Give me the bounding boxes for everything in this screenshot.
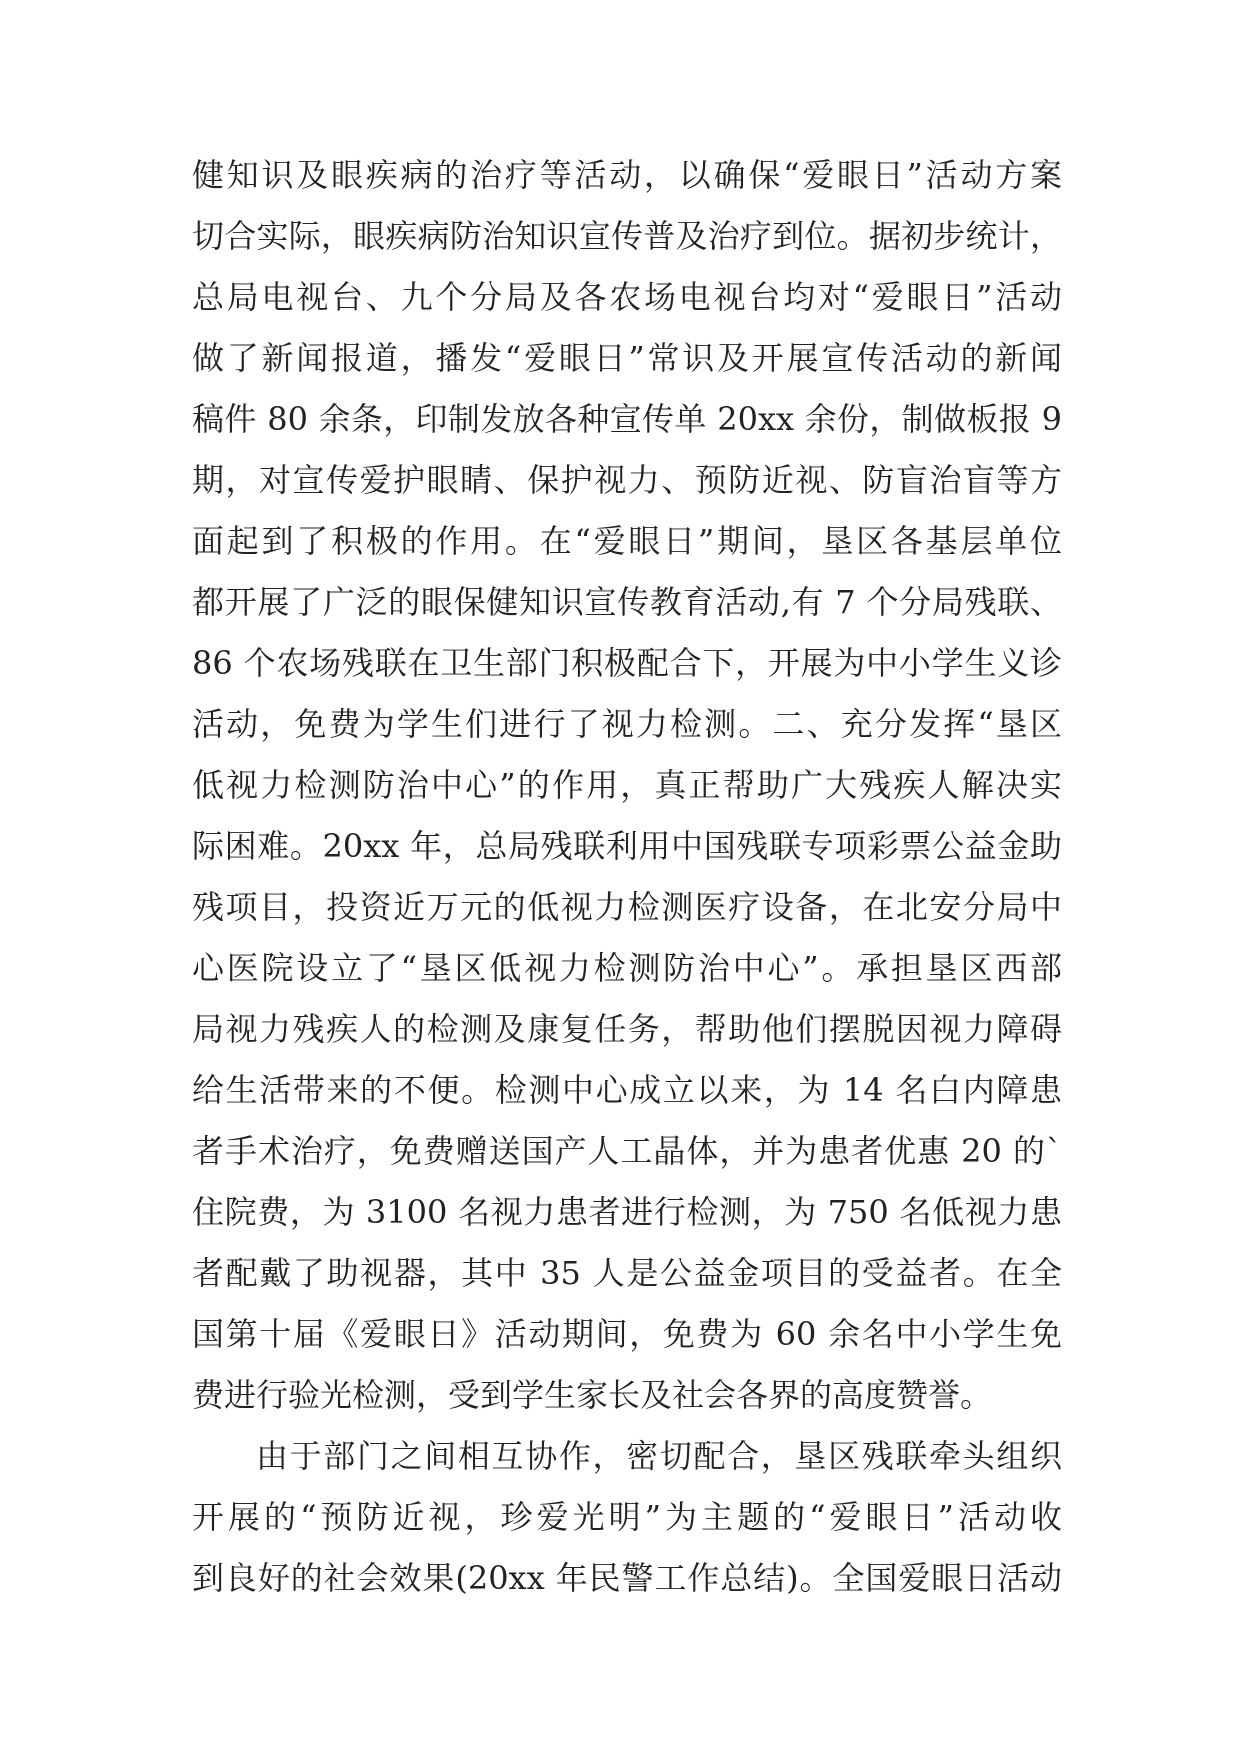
text-line: 切合实际，眼疾病防治知识宣传普及治疗到位。据初步统计， [192,217,1062,255]
text-line: 住院费，为 3100 名视力患者进行检测，为 750 名低视力患 [192,1193,1062,1231]
text-line: 残项目，投资近万元的低视力检测医疗设备，在北安分局中 [192,888,1062,926]
paragraph-first-line: 由于部门之间相互协作，密切配合，垦区残联牵头组织 [256,1437,1062,1475]
text-line: 面起到了积极的作用。在“爱眼日”期间，垦区各基层单位 [192,522,1062,560]
text-line: 健知识及眼疾病的治疗等活动，以确保“爱眼日”活动方案 [192,156,1062,194]
text-line: 心医院设立了“垦区低视力检测防治中心”。承担垦区西部 [192,949,1062,987]
text-line: 低视力检测防治中心”的作用，真正帮助广大残疾人解决实 [192,766,1062,804]
text-line: 到良好的社会效果(20xx 年民警工作总结)。全国爱眼日活动 [192,1559,1062,1597]
text-line: 都开展了广泛的眼保健知识宣传教育活动,有 7 个分局残联、 [192,583,1062,621]
text-line: 者手术治疗，免费赠送国产人工晶体，并为患者优惠 20 的` [192,1132,1062,1170]
text-line: 总局电视台、九个分局及各农场电视台均对“爱眼日”活动 [192,278,1062,316]
text-line: 局视力残疾人的检测及康复任务，帮助他们摆脱因视力障碍 [192,1010,1062,1048]
document-body [192,145,1062,1609]
text-line: 际困难。20xx 年，总局残联利用中国残联专项彩票公益金助 [192,827,1062,865]
text-line: 给生活带来的不便。检测中心成立以来，为 14 名白内障患 [192,1071,1062,1109]
text-line: 开展的“预防近视，珍爱光明”为主题的“爱眼日”活动收 [192,1498,1062,1536]
text-line: 国第十届《爱眼日》活动期间，免费为 60 余名中小学生免 [192,1315,1062,1353]
text-line: 费进行验光检测，受到学生家长及社会各界的高度赞誉。 [192,1376,993,1414]
text-line: 期，对宣传爱护眼睛、保护视力、预防近视、防盲治盲等方 [192,461,1062,499]
text-line: 者配戴了助视器，其中 35 人是公益金项目的受益者。在全 [192,1254,1062,1292]
text-line: 做了新闻报道，播发“爱眼日”常识及开展宣传活动的新闻 [192,339,1062,377]
text-line: 活动，免费为学生们进行了视力检测。二、充分发挥“垦区 [192,705,1062,743]
text-line: 86 个农场残联在卫生部门积极配合下，开展为中小学生义诊 [192,644,1062,682]
text-line: 稿件 80 余条，印制发放各种宣传单 20xx 余份，制做板报 9 [192,400,1062,438]
